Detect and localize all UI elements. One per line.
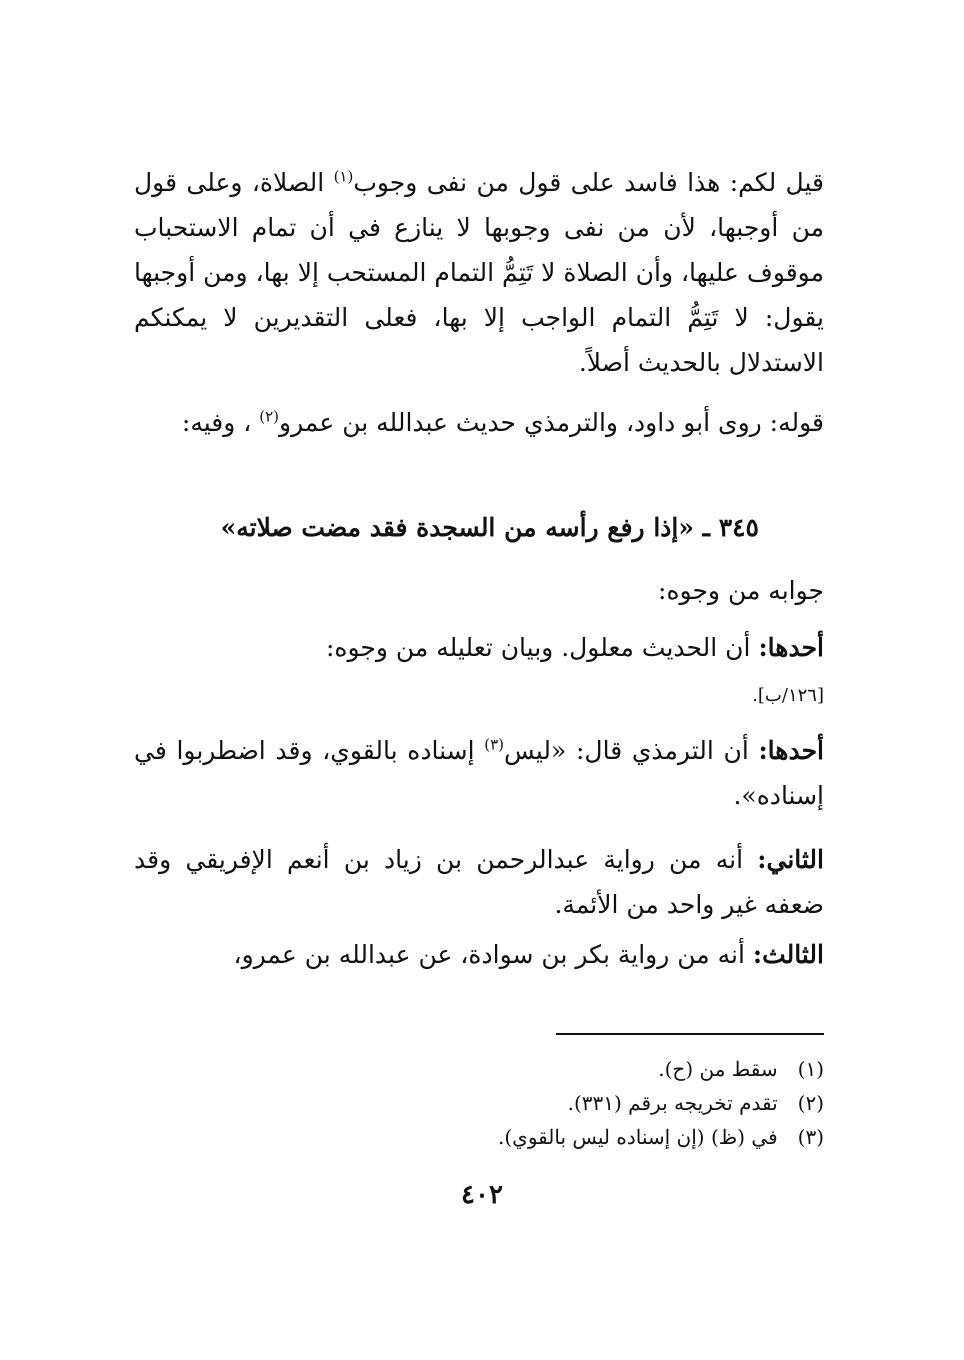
- paragraph-text: قيل لكم: هذا فاسد على قول من نفى وجوب: [353, 168, 824, 197]
- paragraph-text: قوله: روى أبو داود، والترمذي حديث عبدالله بن عمرو: [279, 408, 824, 437]
- paragraph-objection: [134, 160, 824, 385]
- page-number: ٤٠٢: [461, 1180, 503, 1210]
- footnote-item: [134, 1086, 824, 1120]
- point-heading: الثاني:: [757, 845, 824, 874]
- footnote-text: في (ظ) (إن إسناده ليس بالقوي).: [498, 1125, 778, 1149]
- hadith-text: ٣٤٥ ـ «إذا رفع رأسه من السجدة فقد مضت صلاته»: [220, 513, 759, 542]
- paragraph-text: ، وفيه:: [181, 408, 260, 437]
- paragraph-first-point: [134, 625, 824, 718]
- paragraph-text: أنه من رواية بكر بن سوادة، عن عبدالله بن عمرو،: [233, 940, 753, 969]
- footnote-number: (٢): [797, 1091, 824, 1115]
- footnote-item: [134, 1052, 824, 1086]
- footnote-text: تقدم تخريجه برقم (٣٣١).: [567, 1091, 778, 1115]
- point-heading: أحدها:: [758, 633, 824, 662]
- footnotes: [134, 1052, 824, 1154]
- paragraph-answer-intro: جوابه من وجوه:: [658, 576, 824, 605]
- paragraph-sub-third: [134, 932, 824, 977]
- point-heading: أحدها:: [758, 736, 825, 765]
- footnote-item: [134, 1120, 824, 1154]
- paragraph-text: الصلاة، وعلى قول من أوجبها، لأن من نفى وجوبها لا ينازع في أن تمام الاستحباب موقوف عليها، وأن الصلاة لا تَتِمُّ التمام المستحب إلا بها، ومن أوجبها يقول: لا تَتِمُّ التمام الواجب إلا بها، فعلى التقديرين لا يمكنكم الاستدلال بالحديث أصلاً.: [134, 168, 824, 377]
- footnote-marker-3: (٣): [484, 735, 505, 754]
- paragraph-text: أن الترمذي قال: «ليس: [504, 736, 759, 765]
- footnote-marker-1: (١): [333, 167, 354, 186]
- paragraph-text: إسناده بالقوي، وقد اضطربوا في إسناده».: [134, 736, 824, 810]
- paragraph-quote: [134, 400, 824, 445]
- footnote-marker-2: (٢): [259, 407, 280, 426]
- point-heading: الثالث:: [752, 940, 824, 969]
- paragraph-sub-first: [134, 728, 824, 818]
- paragraph-text: أن الحديث معلول. وبيان تعليله من وجوه:: [325, 633, 759, 662]
- footnote-number: (١): [797, 1057, 824, 1081]
- paragraph-text: أنه من رواية عبدالرحمن بن زياد بن أنعم الإفريقي وقد ضعفه غير واحد من الأئمة.: [134, 845, 824, 919]
- footnote-divider: [556, 1033, 824, 1035]
- footnote-text: سقط من (ح).: [658, 1057, 778, 1081]
- footnote-number: (٣): [797, 1125, 824, 1149]
- manuscript-folio-marker: [١٢٦/ب].: [752, 685, 824, 706]
- paragraph-sub-second: [134, 837, 824, 927]
